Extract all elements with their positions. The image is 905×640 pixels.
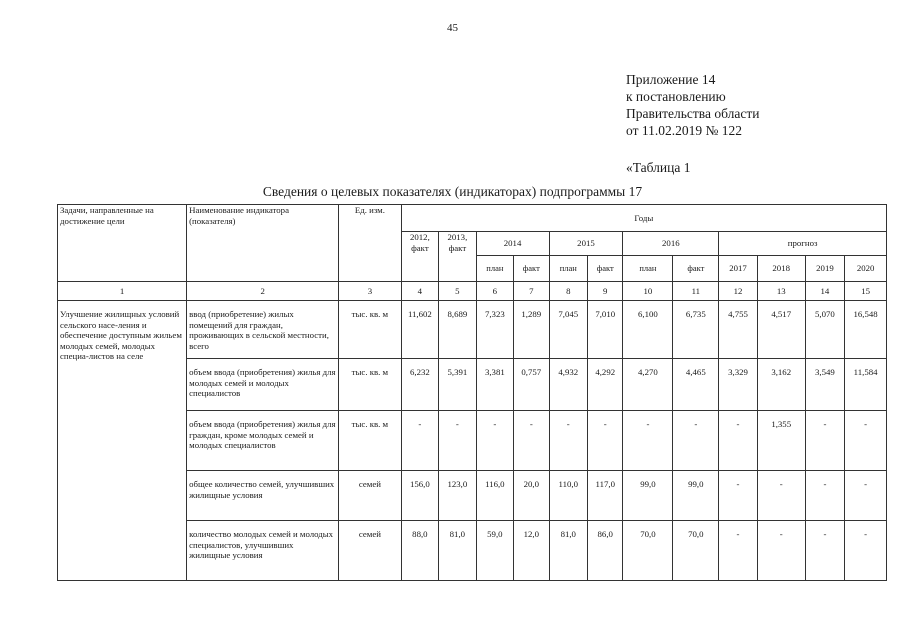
value-cell: 8,689 xyxy=(439,301,476,359)
column-number: 1 xyxy=(58,282,187,301)
header-plan: план xyxy=(476,256,513,282)
value-cell: 7,010 xyxy=(588,301,623,359)
value-cell: 16,548 xyxy=(845,301,887,359)
value-cell: - xyxy=(439,411,476,471)
value-cell: 156,0 xyxy=(401,471,438,521)
appendix-line: от 11.02.2019 № 122 xyxy=(626,123,742,138)
header-tasks: Задачи, направленные на достижение цели xyxy=(58,205,187,282)
unit-cell: тыс. кв. м xyxy=(339,359,401,411)
value-cell: - xyxy=(514,411,549,471)
value-cell: 7,323 xyxy=(476,301,513,359)
value-cell: 110,0 xyxy=(549,471,588,521)
value-cell: 4,292 xyxy=(588,359,623,411)
header-plan: план xyxy=(549,256,588,282)
indicator-name: ввод (приобретение) жилых помещений для граждан, проживающих в сельской местности, всего xyxy=(187,301,339,359)
indicators-table xyxy=(57,204,887,581)
header-fact: факт xyxy=(673,256,719,282)
value-cell: 6,232 xyxy=(401,359,438,411)
header-2012: 2012, факт xyxy=(401,232,438,282)
header-fact: факт xyxy=(588,256,623,282)
value-cell: 4,932 xyxy=(549,359,588,411)
value-cell: 99,0 xyxy=(623,471,673,521)
column-number: 6 xyxy=(476,282,513,301)
indicator-name: количество молодых семей и молодых специалистов, улучшивших жилищные условия xyxy=(187,521,339,581)
column-number: 4 xyxy=(401,282,438,301)
appendix-header xyxy=(626,71,759,139)
value-cell: 3,162 xyxy=(757,359,805,411)
header-forecast: прогноз xyxy=(719,232,887,256)
column-number: 8 xyxy=(549,282,588,301)
value-cell: - xyxy=(588,411,623,471)
header-2015: 2015 xyxy=(549,232,623,256)
value-cell: - xyxy=(476,411,513,471)
value-cell: 7,045 xyxy=(549,301,588,359)
column-number: 12 xyxy=(719,282,758,301)
value-cell: - xyxy=(719,411,758,471)
value-cell: - xyxy=(623,411,673,471)
value-cell: - xyxy=(805,471,845,521)
header-2014: 2014 xyxy=(476,232,549,256)
value-cell: - xyxy=(719,521,758,581)
task-cell: Улучшение жилищных условий сельского насе-ления и обеспечение доступным жильем молодых семей, молодых специа-листов на селе xyxy=(58,301,187,581)
value-cell: 20,0 xyxy=(514,471,549,521)
value-cell: 12,0 xyxy=(514,521,549,581)
value-cell: 81,0 xyxy=(549,521,588,581)
value-cell: 6,735 xyxy=(673,301,719,359)
value-cell: - xyxy=(549,411,588,471)
header-plan: план xyxy=(623,256,673,282)
value-cell: 11,584 xyxy=(845,359,887,411)
value-cell: 3,381 xyxy=(476,359,513,411)
value-cell: - xyxy=(805,521,845,581)
column-number: 2 xyxy=(187,282,339,301)
value-cell: 86,0 xyxy=(588,521,623,581)
appendix-line: Приложение 14 xyxy=(626,72,716,87)
column-number: 9 xyxy=(588,282,623,301)
header-2013: 2013, факт xyxy=(439,232,476,282)
unit-cell: семей xyxy=(339,471,401,521)
value-cell: 6,100 xyxy=(623,301,673,359)
column-number: 7 xyxy=(514,282,549,301)
value-cell: 0,757 xyxy=(514,359,549,411)
value-cell: - xyxy=(845,471,887,521)
value-cell: 1,289 xyxy=(514,301,549,359)
unit-cell: тыс. кв. м xyxy=(339,301,401,359)
value-cell: - xyxy=(719,471,758,521)
header-2018: 2018 xyxy=(757,256,805,282)
value-cell: 5,070 xyxy=(805,301,845,359)
value-cell: 70,0 xyxy=(673,521,719,581)
table-label: «Таблица 1 xyxy=(626,160,691,175)
value-cell: 4,755 xyxy=(719,301,758,359)
indicator-name: общее количество семей, улучшивших жилищные условия xyxy=(187,471,339,521)
value-cell: - xyxy=(673,411,719,471)
column-number: 13 xyxy=(757,282,805,301)
indicator-name: объем ввода (приобретения) жилья для граждан, кроме молодых семей и молодых специалистов xyxy=(187,411,339,471)
header-fact: факт xyxy=(514,256,549,282)
column-number: 15 xyxy=(845,282,887,301)
table-title: Сведения о целевых показателях (индикаторах) подпрограммы 17 xyxy=(262,184,643,199)
header-2019: 2019 xyxy=(805,256,845,282)
value-cell: 5,391 xyxy=(439,359,476,411)
appendix-line: Правительства области xyxy=(626,106,760,121)
column-number: 10 xyxy=(623,282,673,301)
value-cell: 81,0 xyxy=(439,521,476,581)
value-cell: 99,0 xyxy=(673,471,719,521)
value-cell: 123,0 xyxy=(439,471,476,521)
value-cell: 11,602 xyxy=(401,301,438,359)
value-cell: 4,465 xyxy=(673,359,719,411)
column-number: 11 xyxy=(673,282,719,301)
unit-cell: семей xyxy=(339,521,401,581)
value-cell: 70,0 xyxy=(623,521,673,581)
header-2016: 2016 xyxy=(623,232,719,256)
value-cell: 116,0 xyxy=(476,471,513,521)
table-row xyxy=(58,301,887,359)
column-number: 14 xyxy=(805,282,845,301)
value-cell: - xyxy=(845,411,887,471)
header-unit: Ед. изм. xyxy=(339,205,401,282)
value-cell: - xyxy=(757,471,805,521)
value-cell: 4,270 xyxy=(623,359,673,411)
value-cell: - xyxy=(757,521,805,581)
value-cell: - xyxy=(805,411,845,471)
value-cell: 3,549 xyxy=(805,359,845,411)
header-2020: 2020 xyxy=(845,256,887,282)
value-cell: 3,329 xyxy=(719,359,758,411)
column-number: 3 xyxy=(339,282,401,301)
value-cell: 88,0 xyxy=(401,521,438,581)
unit-cell: тыс. кв. м xyxy=(339,411,401,471)
header-2017: 2017 xyxy=(719,256,758,282)
appendix-line: к постановлению xyxy=(626,89,726,104)
value-cell: - xyxy=(845,521,887,581)
value-cell: 117,0 xyxy=(588,471,623,521)
column-number: 5 xyxy=(439,282,476,301)
header-years: Годы xyxy=(401,205,886,232)
value-cell: 1,355 xyxy=(757,411,805,471)
page-number: 45 xyxy=(447,22,458,34)
value-cell: 4,517 xyxy=(757,301,805,359)
header-indicator: Наименование индикатора (показателя) xyxy=(187,205,339,282)
indicator-name: объем ввода (приобретения) жилья для молодых семей и молодых специалистов xyxy=(187,359,339,411)
value-cell: 59,0 xyxy=(476,521,513,581)
value-cell: - xyxy=(401,411,438,471)
